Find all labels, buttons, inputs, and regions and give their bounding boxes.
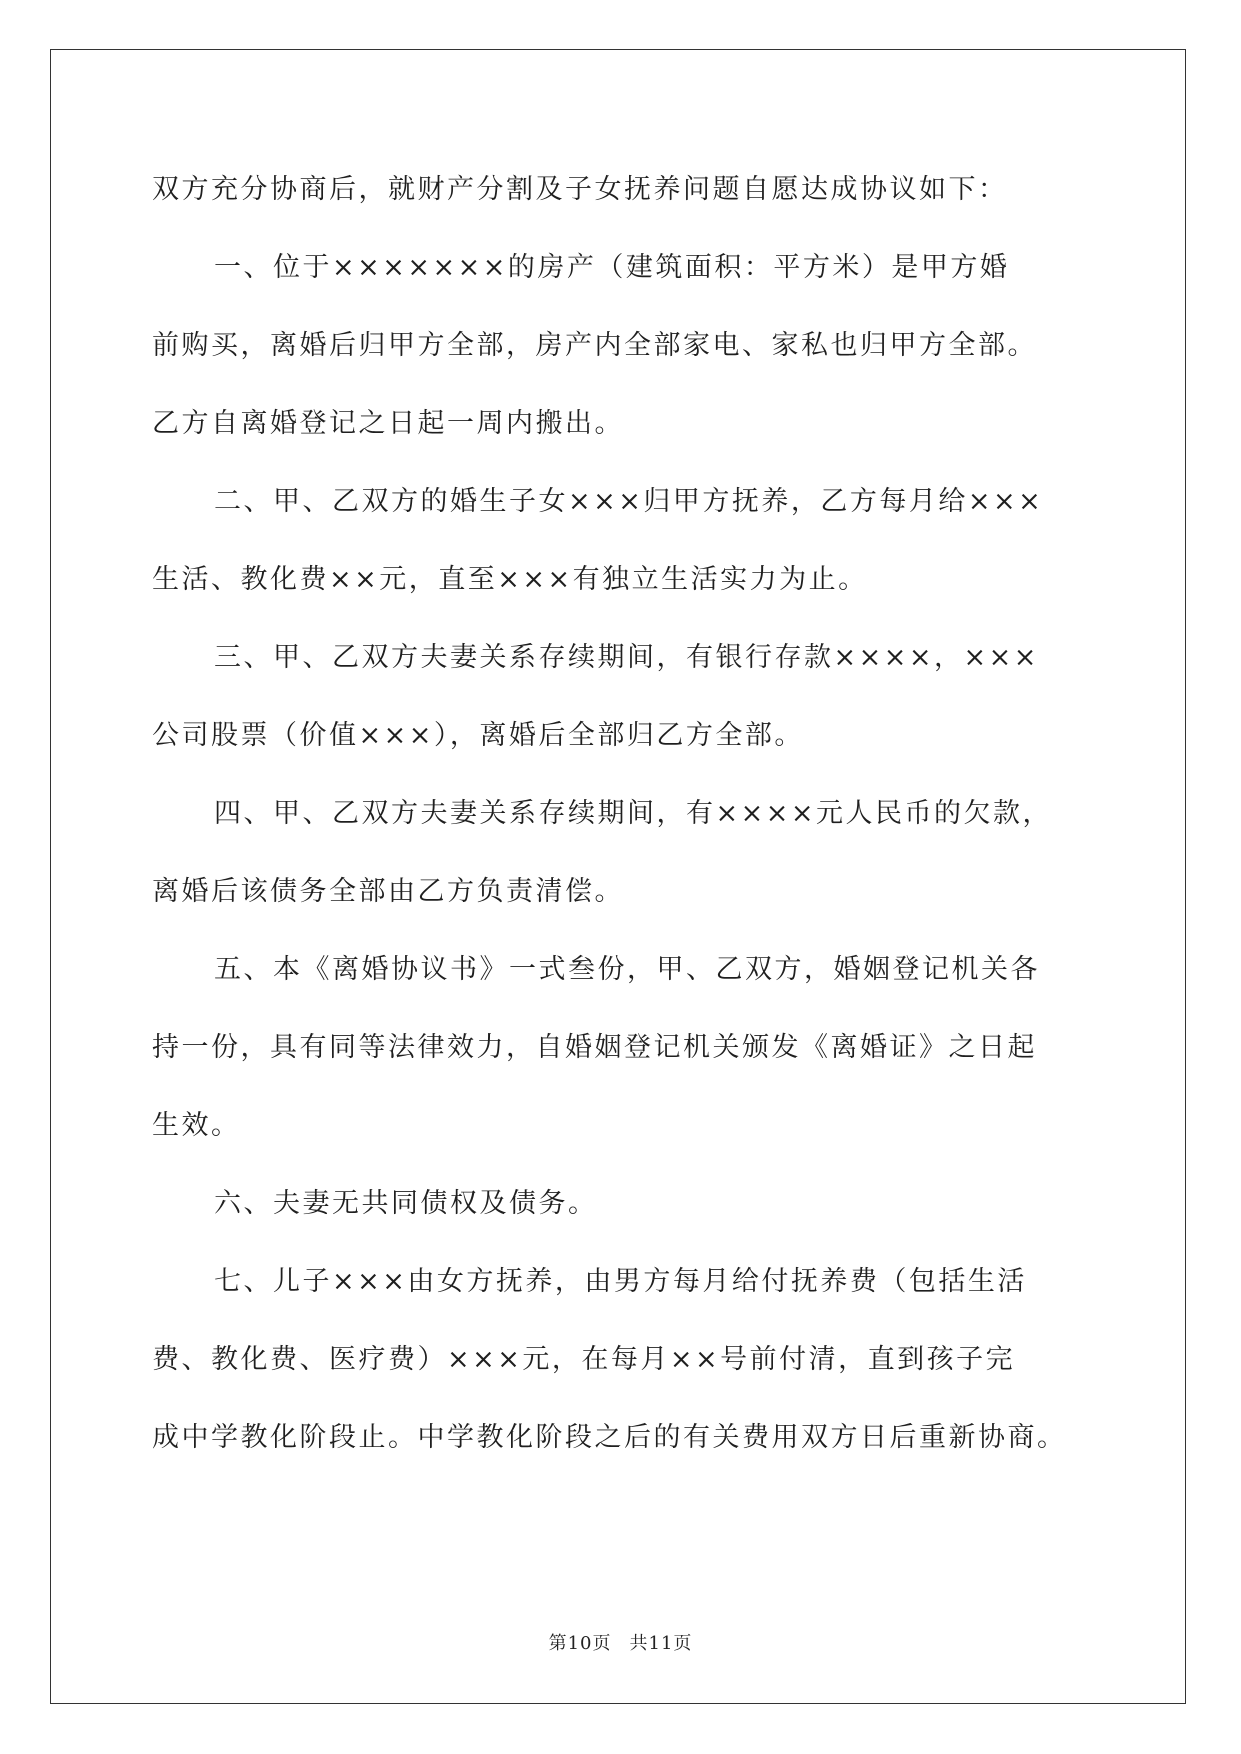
- paragraph-line: 五、本《离婚协议书》一式叁份，甲、乙双方，婚姻登记机关各: [214, 954, 1040, 985]
- paragraph-line: 成中学教化阶段止。中学教化阶段之后的有关费用双方日后重新协商。: [152, 1422, 1067, 1453]
- paragraph-line: 离婚后该债务全部由乙方负责清偿。: [152, 876, 624, 907]
- paragraph-line: 前购买，离婚后归甲方全部，房产内全部家电、家私也归甲方全部。: [152, 330, 1037, 361]
- paragraph-line: 四、甲、乙双方夫妻关系存续期间，有××××元人民币的欠款，: [214, 798, 1052, 829]
- paragraph-line: 生活、教化费××元，直至×××有独立生活实力为止。: [152, 564, 868, 595]
- paragraph-line: 费、教化费、医疗费）×××元，在每月××号前付清，直到孩子完: [152, 1344, 1016, 1375]
- paragraph-line: 公司股票（价值×××），离婚后全部归乙方全部。: [152, 720, 804, 751]
- paragraph-line: 生效。: [152, 1110, 241, 1141]
- page-footer: [0, 1629, 1241, 1655]
- paragraph-line: 乙方自离婚登记之日起一周内搬出。: [152, 408, 624, 439]
- paragraph-line: 二、甲、乙双方的婚生子女×××归甲方抚养，乙方每月给×××: [214, 486, 1044, 517]
- paragraph-line: 一、位于×××××××的房产（建筑面积：平方米）是甲方婚: [214, 252, 1010, 283]
- paragraph-line: 七、儿子×××由女方抚养，由男方每月给付抚养费（包括生活: [214, 1266, 1027, 1297]
- paragraph-line: 持一份，具有同等法律效力，自婚姻登记机关颁发《离婚证》之日起: [152, 1032, 1037, 1063]
- current-page-number: 第10页: [548, 1633, 612, 1654]
- paragraph-line: 三、甲、乙双方夫妻关系存续期间，有银行存款××××，×××: [214, 642, 1039, 673]
- paragraph-line: 双方充分协商后，就财产分割及子女抚养问题自愿达成协议如下：: [152, 174, 1008, 205]
- total-pages: 共11页: [629, 1633, 693, 1654]
- paragraph-line: 六、夫妻无共同债权及债务。: [214, 1188, 598, 1219]
